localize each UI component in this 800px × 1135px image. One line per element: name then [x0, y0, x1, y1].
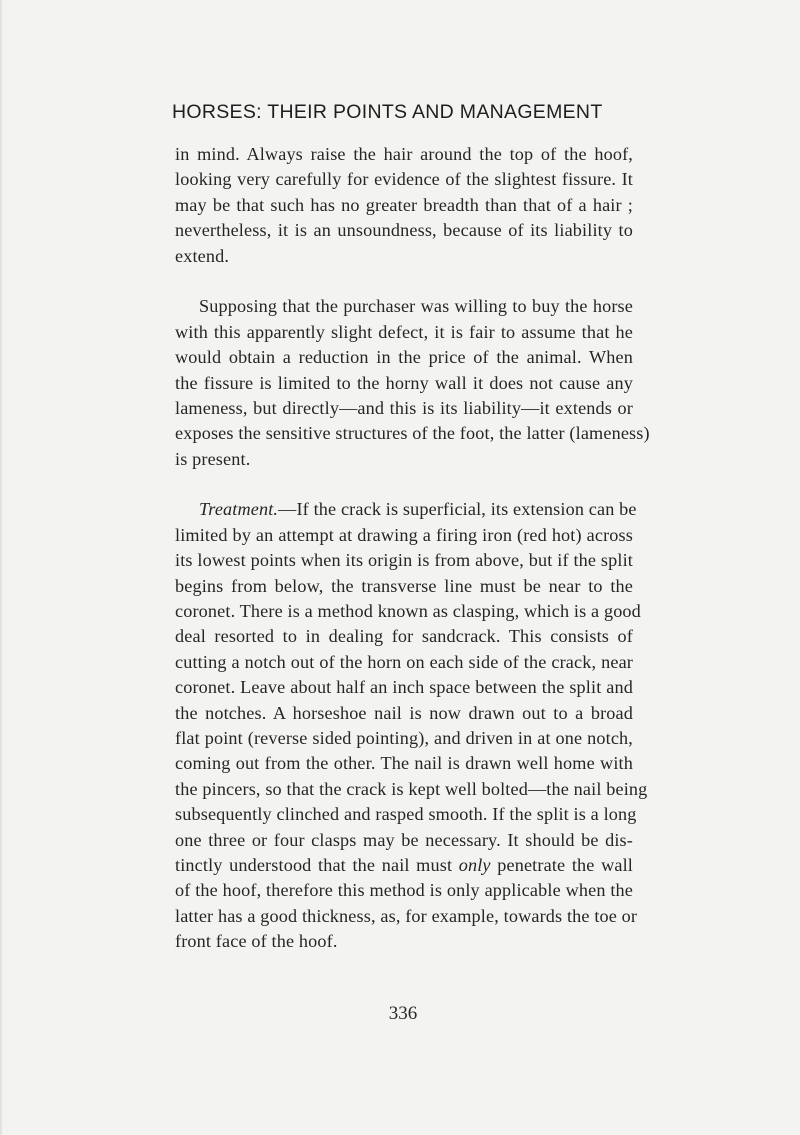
text-line: deal resorted to in dealing for sandcrack. This consists of [175, 626, 633, 647]
text-line: in mind. Always raise the hair around the top of the hoof, [175, 144, 633, 164]
text-line [175, 853, 633, 878]
text-line: flat point (reverse sided pointing), and driven in at one notch, [175, 727, 633, 748]
text-line: coming out from the other. The nail is drawn well home with [175, 753, 633, 774]
text-line: Supposing that the purchaser was willing to buy the horse [199, 296, 633, 317]
text-line: begins from below, the transverse line must be near to the [175, 575, 633, 596]
running-head: HORSES: THEIR POINTS AND MANAGEMENT [172, 101, 603, 123]
paragraph-3 [175, 497, 648, 954]
paragraph-2 [175, 294, 650, 472]
paragraph-gap [175, 269, 633, 294]
text-line: coronet. There is a method known as clasping, which is a good [175, 601, 641, 622]
text-line: extend. [175, 245, 230, 266]
text-line: may be that such has no greater breadth than that of a hair ; [175, 194, 633, 215]
text-line: looking very carefully for evidence of the slightest fissure. It [175, 169, 633, 190]
text-line: one three or four clasps may be necessary. It should be dis- [175, 829, 633, 850]
text-line: would obtain a reduction in the price of the animal. When [175, 347, 633, 368]
text-line: subsequently clinched and rasped smooth. If the split is a long [175, 804, 637, 825]
text-line: coronet. Leave about half an inch space between the split and [175, 677, 633, 698]
text-line: nevertheless, it is an unsoundness, because of its liability to [175, 220, 633, 241]
emphasis-word: only [458, 854, 491, 875]
text-line: exposes the sensitive structures of the foot, the latter (lameness) [175, 423, 650, 444]
text-run: —If the crack is superficial, its extension can be [278, 499, 637, 520]
text-line: cutting a notch out of the horn on each side of the crack, near [175, 651, 633, 672]
text-line: the notches. A horseshoe nail is now drawn out to a broad [175, 702, 633, 723]
text-line: with this apparently slight defect, it is fair to assume that he [175, 321, 633, 342]
text-line: limited by an attempt at drawing a firing iron (red hot) across [175, 524, 633, 545]
section-heading-treatment: Treatment. [199, 499, 279, 520]
text-run: tinctly understood that the nail must [175, 854, 459, 875]
text-line: front face of the hoof. [175, 931, 338, 952]
paragraph-gap [175, 472, 633, 497]
text-line [175, 497, 637, 522]
page-edge-shadow [0, 0, 2, 1135]
paragraph-1 [175, 142, 633, 269]
text-line: lameness, but directly—and this is its liability—it extends or [175, 397, 633, 418]
text-line: latter has a good thickness, as, for example, towards the toe or [175, 905, 638, 926]
text-line: the pincers, so that the crack is kept well bolted—the nail being [175, 778, 648, 799]
body-text [175, 142, 650, 955]
page-number: 336 [388, 1003, 418, 1024]
text-line: its lowest points when its origin is from above, but if the split [175, 550, 633, 571]
text-line: the fissure is limited to the horny wall it does not cause any [175, 372, 633, 393]
text-line: of the hoof, therefore this method is only applicable when the [175, 880, 633, 901]
text-run: penetrate the wall [497, 854, 633, 875]
text-line: is present. [175, 448, 251, 469]
